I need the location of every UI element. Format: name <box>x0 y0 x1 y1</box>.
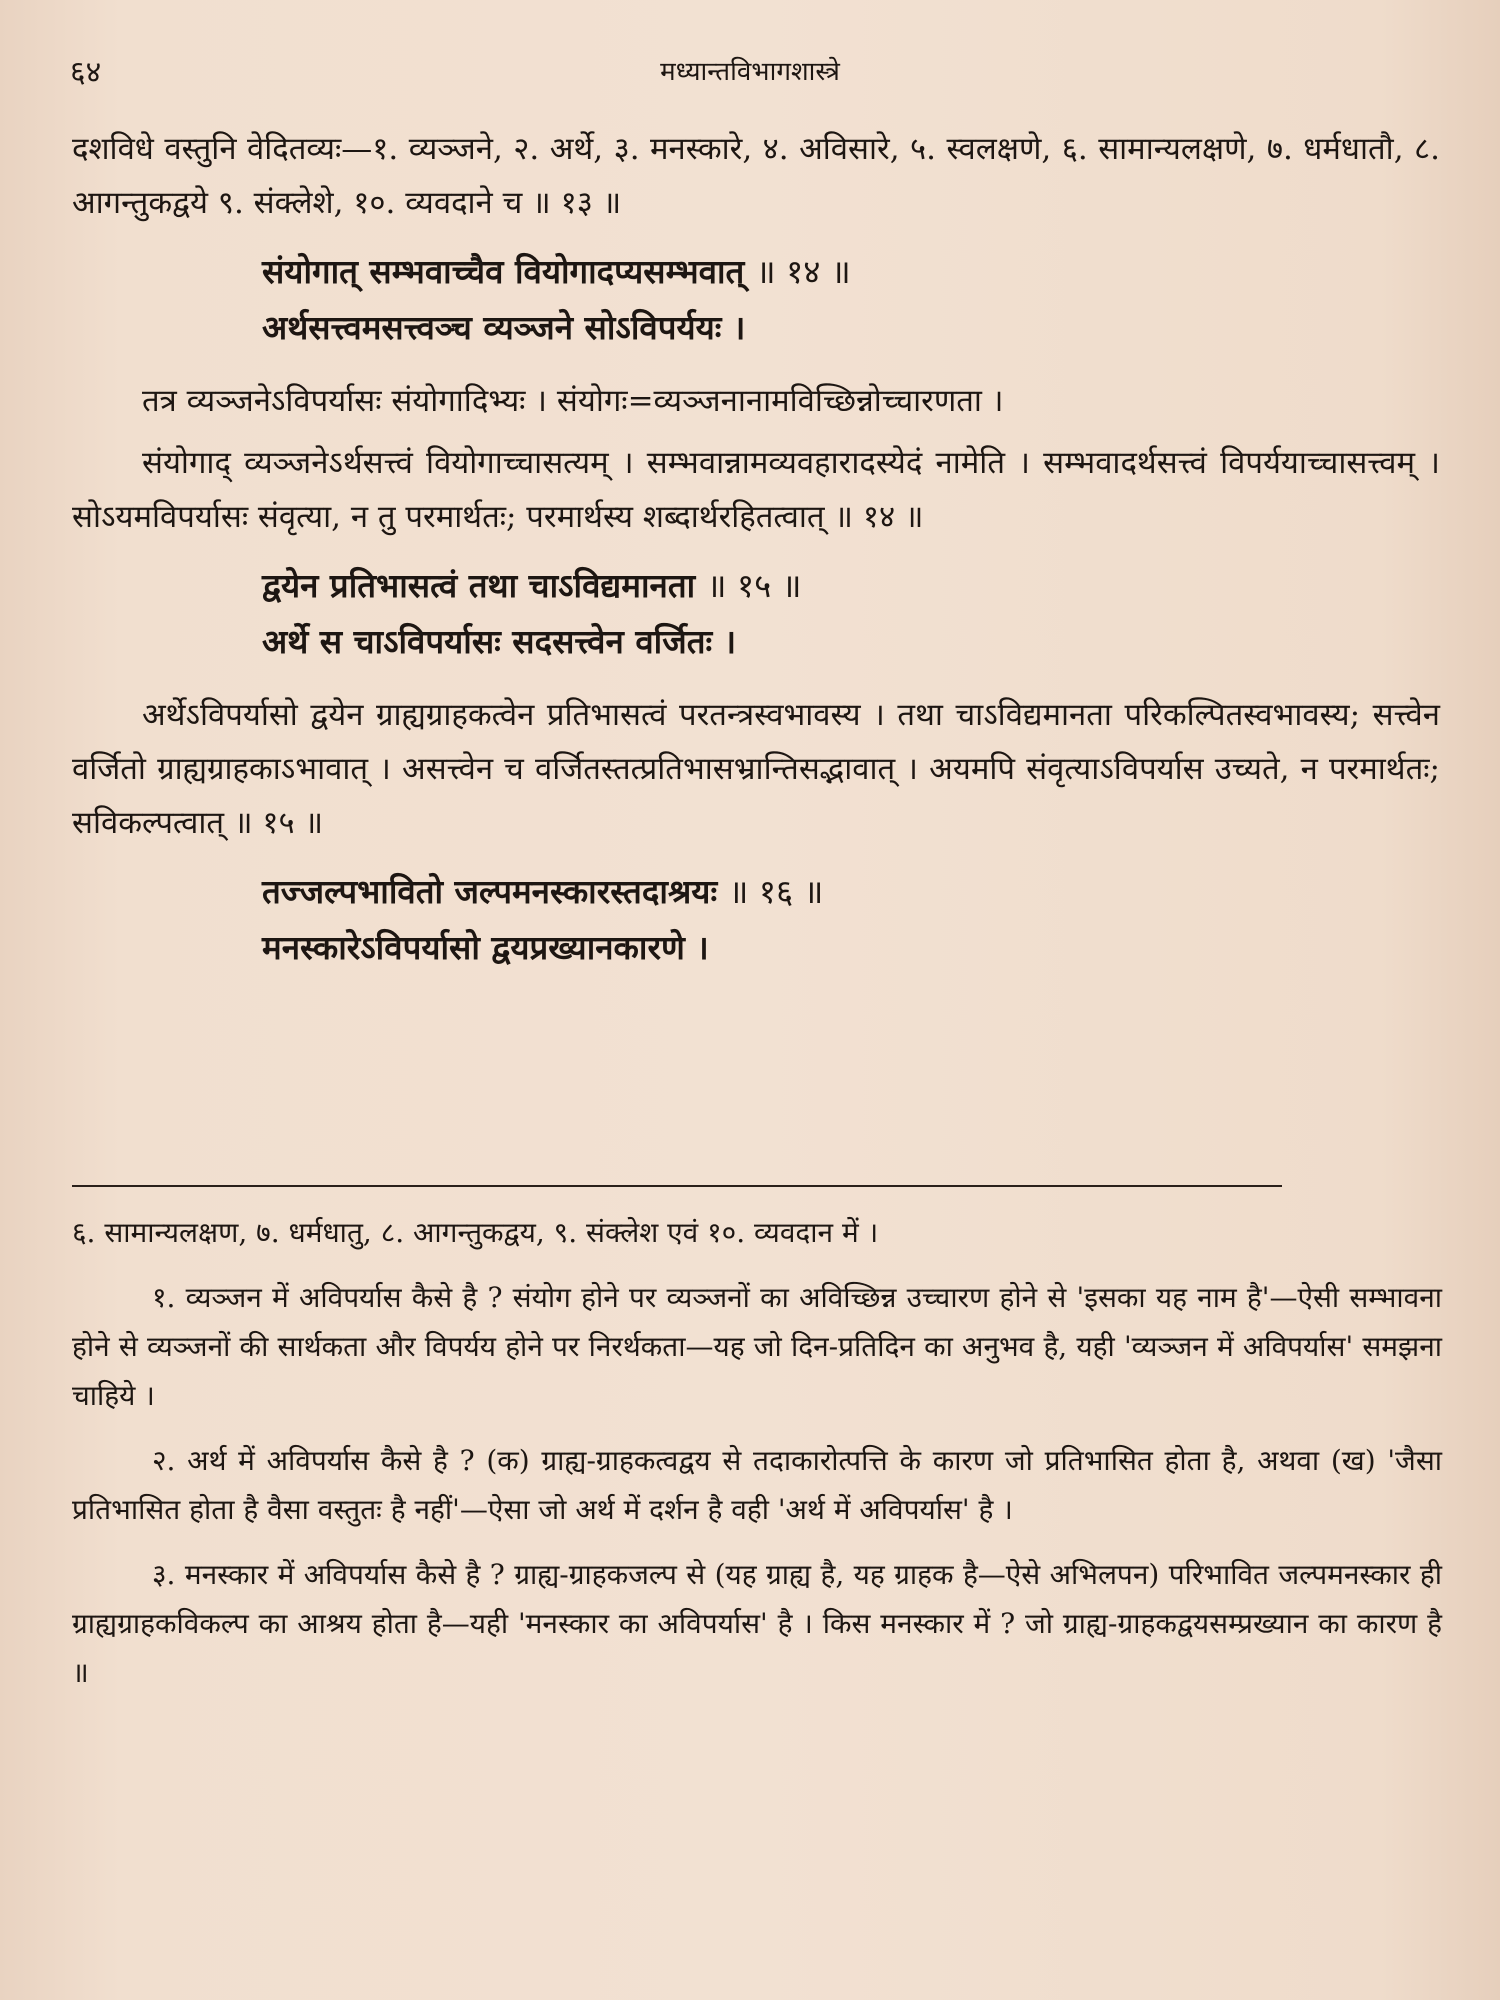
running-title: मध्यान्तविभागशास्त्रे <box>660 57 840 87</box>
footnote-divider <box>72 1185 1282 1187</box>
main-text <box>72 122 1440 994</box>
page-header <box>70 50 1430 90</box>
verse-15-line-2: अर्थे स चाऽविपर्यासः सदसत्त्वेन वर्जितः । <box>262 622 737 661</box>
footnote-2: २. अर्थ में अविपर्यास कैसे है ? (क) ग्राह्य-ग्राहकत्वद्वय से तदाकारोत्पत्ति के कारण जो प्रतिभासित होता है, अथवा (ख) 'जैसा प्रतिभासित होता है वैसा वस्तुतः है नहीं'—ऐसा जो अर्थ में दर्शन है वही 'अर्थ में अविपर्यास' है । <box>72 1444 1442 1526</box>
verse-14 <box>72 244 1440 356</box>
commentary-14b: संयोगाद् व्यञ्जनेऽर्थसत्त्वं वियोगाच्चासत्यम् । सम्भवान्नामव्यवहारादस्येदं नामेति । सम्भवादर्थसत्त्वं विपर्ययाच्चासत्त्वम् । सोऽयमविपर्यासः संवृत्या, न तु परमार्थतः; परमार्थस्य शब्दार्थरहितत्वात् ॥ १४ ॥ <box>72 445 1440 535</box>
verse-15 <box>72 558 1440 670</box>
verse-16-line-1 <box>262 864 1440 920</box>
verse-16-line-2: मनस्कारेऽविपर्यासो द्वयप्रख्यानकारणे । <box>262 928 709 967</box>
footnote-1: १. व्यञ्जन में अविपर्यास कैसे है ? संयोग होने पर व्यञ्जनों का अविच्छिन्न उच्चारण होने से 'इसका यह नाम है'—ऐसी सम्भावना होने से व्यञ्जनों की सार्थकता और विपर्यय होने पर निरर्थकता—यह जो दिन-प्रतिदिन का अनुभव है, यही 'व्यञ्जन में अविपर्यास' समझना चाहिये । <box>72 1281 1442 1412</box>
verse-14-number: ॥ १४ ॥ <box>755 252 851 291</box>
verse-15-line-1 <box>262 558 1440 614</box>
verse-14-line-1 <box>262 244 1440 300</box>
footnote-3: ३. मनस्कार में अविपर्यास कैसे है ? ग्राह्य-ग्राहकजल्प से (यह ग्राह्य है, यह ग्राहक है—ऐसे अभिलपन) परिभावित जल्पमनस्कार ही ग्राह्यग्राहकविकल्प का आश्रय होता है—यही 'मनस्कार का अविपर्यास' है । किस मनस्कार में ? जो ग्राह्य-ग्राहकद्वयसम्प्रख्यान का कारण है ॥ <box>72 1558 1442 1689</box>
verse-14-line-2: अर्थसत्त्वमसत्त्वञ्च व्यञ्जने सोऽविपर्ययः । <box>262 308 746 347</box>
verse-16-number: ॥ १६ ॥ <box>728 872 824 911</box>
page-number: ६४ <box>70 55 102 90</box>
commentary-15: अर्थेऽविपर्यासो द्वयेन ग्राह्यग्राहकत्वेन प्रतिभासत्वं परतन्त्रस्वभावस्य । तथा चाऽविद्यमानता परिकल्पितस्वभावस्य; सत्त्वेन वर्जितो ग्राह्यग्राहकाऽभावात् । असत्त्वेन च वर्जितस्तत्प्रतिभासभ्रान्तिसद्भावात् । अयमपि संवृत्याऽविपर्यास उच्यते, न परमार्थतः; सविकल्पत्वात् ॥ १५ ॥ <box>72 697 1440 841</box>
intro-paragraph: दशविधे वस्तुनि वेदितव्यः—१. व्यञ्जने, २. अर्थे, ३. मनस्कारे, ४. अविसारे, ५. स्वलक्षणे, ६. सामान्यलक्षणे, ७. धर्मधातौ, ८. आगन्तुकद्वये ९. संक्लेशे, १०. व्यवदाने च ॥ १३ ॥ <box>72 131 1440 221</box>
footnotes <box>72 1208 1442 1713</box>
verse-16-line-1-text: तज्जल्पभावितो जल्पमनस्कारस्तदाश्रयः <box>262 872 718 911</box>
verse-14-line-1-text: संयोगात् सम्भवाच्चैव वियोगादप्यसम्भवात् <box>262 252 745 291</box>
verse-15-number: ॥ १५ ॥ <box>706 566 802 605</box>
verse-16 <box>72 864 1440 976</box>
footnote-continuation: ६. सामान्यलक्षण, ७. धर्मधातु, ८. आगन्तुकद्वय, ९. संक्लेश एवं १०. व्यवदान में । <box>72 1216 879 1249</box>
verse-15-line-1-text: द्वयेन प्रतिभासत्वं तथा चाऽविद्यमानता <box>262 566 696 605</box>
commentary-14a: तत्र व्यञ्जनेऽविपर्यासः संयोगादिभ्यः । संयोगः=व्यञ्जनानामविच्छिन्नोच्चारणता । <box>142 383 1004 419</box>
